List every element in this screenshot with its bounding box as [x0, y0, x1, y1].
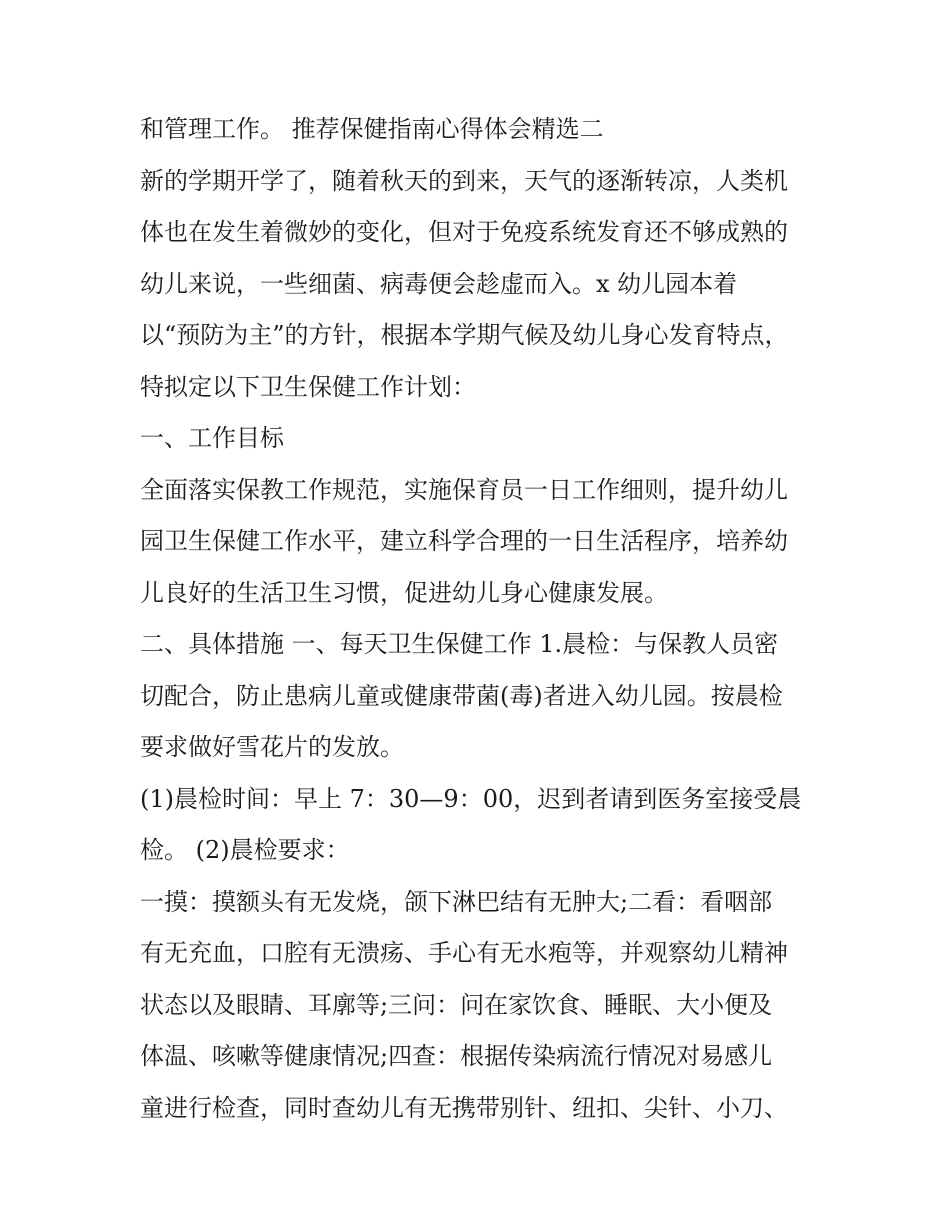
text-line: 二、具体措施 一、每天卫生保健工作 1.晨检：与保教人员密 — [140, 630, 779, 658]
text-line: 以“预防为主”的方针，根据本学期气候及幼儿身心发育特点， — [140, 321, 789, 349]
text-line: 有无充血，口腔有无溃疡、手心有无水疱等，并观察幼儿精神 — [140, 939, 788, 967]
text-line: 检。 (2)晨检要求： — [140, 836, 350, 864]
text-line: 全面落实保教工作规范，实施保育员一日工作细则，提升幼儿 — [140, 475, 788, 504]
text-line: 园卫生保健工作水平，建立科学合理的一日生活程序，培养幼 — [140, 527, 788, 555]
text-line: 体温、咳嗽等健康情况;四查：根据传染病流行情况对易感儿 — [140, 1042, 773, 1070]
text-line: 状态以及眼睛、耳廓等;三问：问在家饮食、睡眠、大小便及 — [140, 990, 773, 1019]
text-line: 体也在发生着微妙的变化，但对于免疫系统发育还不够成熟的 — [140, 218, 788, 246]
text-line: 特拟定以下卫生保健工作计划： — [140, 372, 476, 401]
text-line: 幼儿来说，一些细菌、病毒便会趁虚而入。x 幼儿园本着 — [140, 269, 738, 298]
text-line: 一摸：摸额头有无发烧，颌下淋巴结有无肿大;二看：看咽部 — [140, 887, 773, 916]
text-line: 新的学期开学了，随着秋天的到来，天气的逐渐转凉，人类机 — [140, 166, 788, 195]
text-line: 儿良好的生活卫生习惯，促进幼儿身心健康发展。 — [140, 578, 668, 607]
document-body — [140, 106, 830, 1136]
text-line: 和管理工作。 推荐保健指南心得体会精选二 — [140, 115, 604, 143]
text-line: (1)晨检时间：早上 7：30—9：00，迟到者请到医务室接受晨 — [140, 784, 802, 813]
text-line: 切配合，防止患病儿童或健康带菌(毒)者进入幼儿园。按晨检 — [140, 681, 783, 710]
text-line: 童进行检查，同时查幼儿有无携带别针、纽扣、尖针、小刀、 — [140, 1093, 788, 1122]
section-heading: 一、工作目标 — [140, 424, 284, 452]
text-line: 要求做好雪花片的发放。 — [140, 733, 404, 761]
